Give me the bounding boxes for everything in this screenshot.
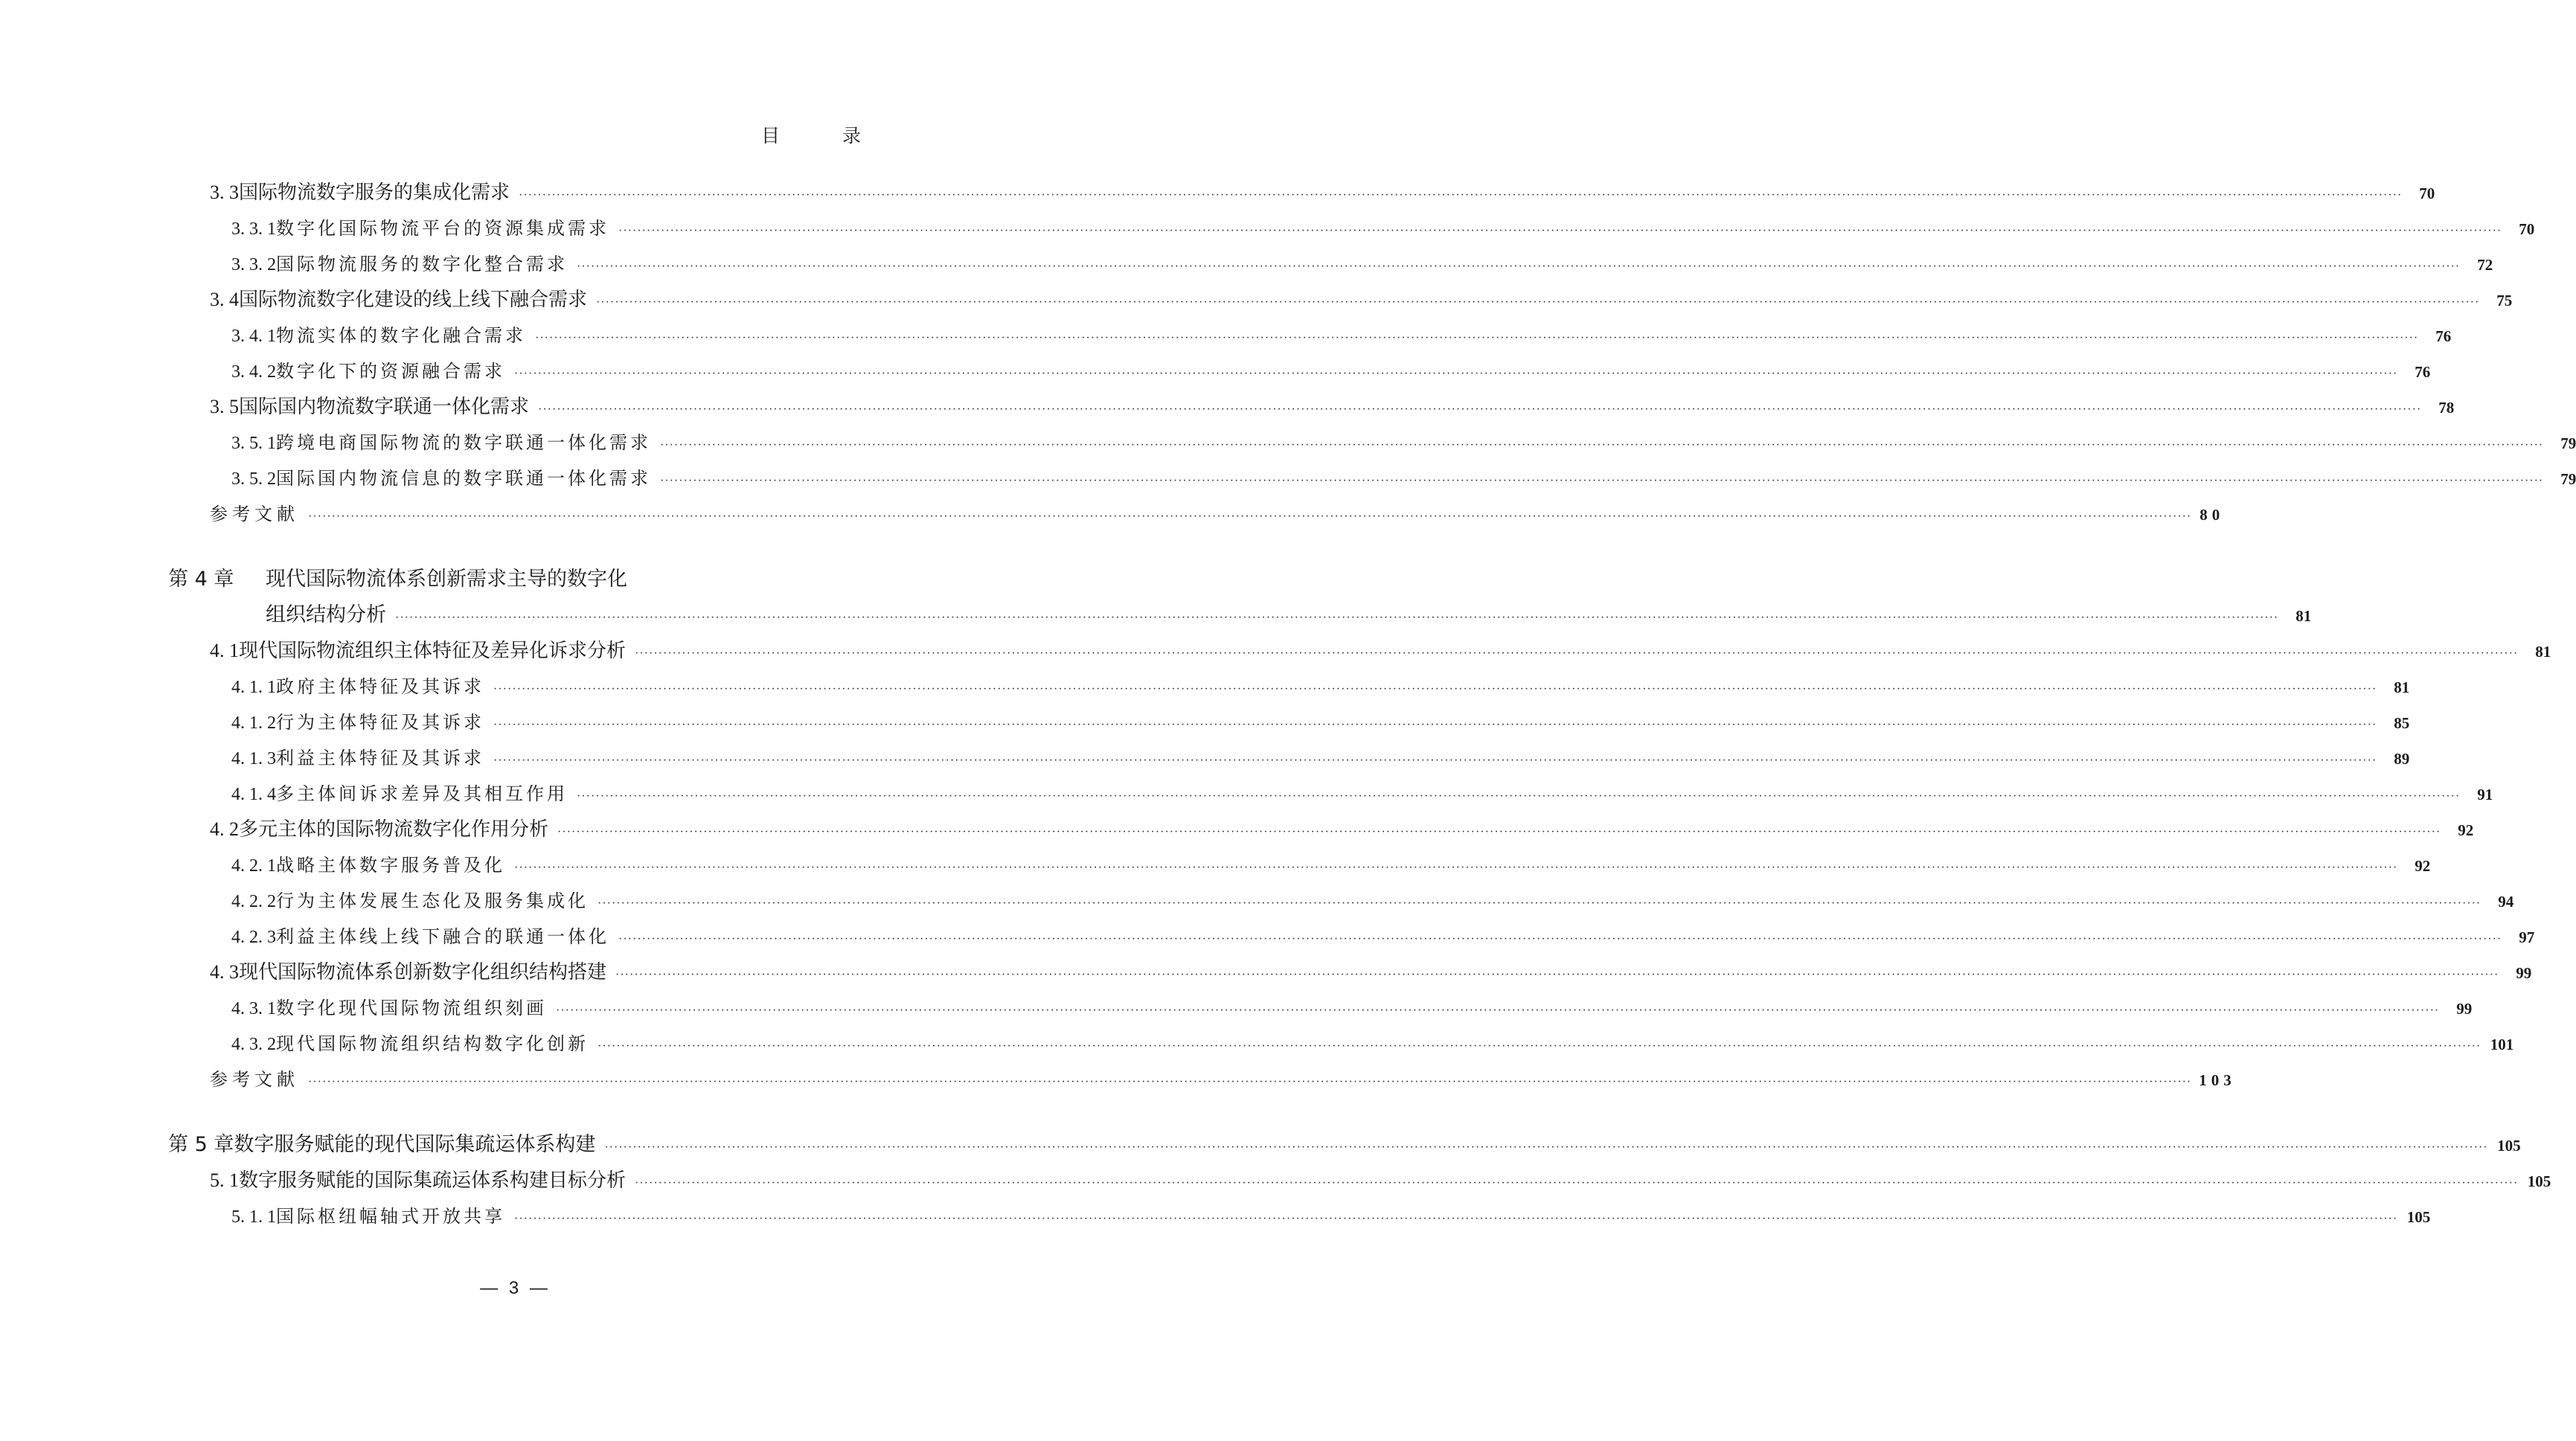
- toc-dot-leader: ················································································································································································································································································································································································································: [308, 510, 2192, 523]
- toc-chapter-title: 现代国际物流体系创新需求主导的数字化: [266, 568, 627, 591]
- toc-dot-leader: ················································································································································································································································································································································································································: [308, 1076, 2192, 1088]
- toc-entry-sec[interactable]: [210, 392, 2455, 422]
- toc-entry-sec[interactable]: [210, 1166, 2551, 1196]
- toc-page-number: 91: [2477, 786, 2493, 803]
- toc-dot-leader: ················································································································································································································································································································································································································: [557, 826, 2441, 838]
- toc-entry-number: 4. 3. 1: [231, 999, 276, 1018]
- toc-dot-leader: ················································································································································································································································································································································································································: [597, 897, 2482, 910]
- toc-entry-sub[interactable]: [231, 743, 2410, 773]
- toc-page-number: 105: [2527, 1172, 2551, 1190]
- toc-entry-number: 3. 3. 1: [231, 219, 276, 239]
- toc-entry-number: 4. 2. 2: [231, 892, 276, 911]
- toc-entry-number: 4. 1. 3: [231, 749, 276, 768]
- toc-page-number: 79: [2560, 434, 2576, 452]
- toc-page-number: 99: [2516, 964, 2532, 982]
- toc-page-number: 94: [2498, 893, 2514, 911]
- toc-entry-title: 多主体间诉求差异及其相互作用: [276, 783, 568, 804]
- toc-entry-chap[interactable]: [168, 1130, 2521, 1160]
- toc-dot-leader: ················································································································································································································································································································································································································: [615, 969, 2499, 981]
- toc-entry-title: 国际枢纽幅轴式开放共享: [276, 1206, 505, 1227]
- toc-page-number: 76: [2435, 327, 2452, 345]
- toc-entry-number: 5. 1. 1: [231, 1207, 276, 1227]
- toc-entry-sub[interactable]: [231, 779, 2493, 809]
- toc-dot-leader: ················································································································································································································································································································································································································: [493, 754, 2377, 767]
- toc-entry-title: 政府主体特征及其诉求: [276, 676, 484, 697]
- toc-entry-number: 3. 5: [210, 396, 239, 417]
- toc-entry-sub[interactable]: [231, 672, 2410, 702]
- toc-entry-title: 现代国际物流组织主体特征及差异化诉求分析: [239, 640, 627, 662]
- toc-page-number: 99: [2456, 1000, 2473, 1018]
- toc-entry-title: 利益主体线上线下融合的联通一体化: [276, 926, 609, 947]
- toc-entry-ref[interactable]: [210, 1065, 2236, 1094]
- toc-entry-sub[interactable]: [231, 1201, 2431, 1231]
- toc-entry-number: 4. 1. 2: [231, 713, 276, 733]
- toc-entry-number: 3. 3: [210, 182, 239, 203]
- toc-page-number: 92: [2458, 821, 2474, 839]
- toc-entry-number: 3. 4: [210, 289, 239, 310]
- toc-entry-number: 3. 4. 2: [231, 362, 276, 382]
- toc-entry-sub[interactable]: [231, 249, 2493, 279]
- toc-entry-number: 4. 1. 1: [231, 678, 276, 697]
- toc-entry-sub[interactable]: [231, 214, 2535, 243]
- toc-page-number: 101: [2490, 1036, 2514, 1053]
- toc-dot-leader: ················································································································································································································································································································································································································: [493, 719, 2377, 731]
- toc-page-number: 81: [2295, 607, 2312, 625]
- toc-entry-title: 参考文献: [210, 1069, 299, 1090]
- toc-entry-number: 4. 1. 4: [231, 785, 276, 804]
- toc-entry-title: 国际国内物流数字联通一体化需求: [239, 396, 530, 418]
- toc-entry-title: 数字服务赋能的现代国际集疏运体系构建: [234, 1133, 596, 1156]
- toc-entry-sec[interactable]: [210, 815, 2474, 844]
- toc-page-number: 75: [2496, 292, 2513, 309]
- toc-dot-leader: ················································································································································································································································································································································································································: [618, 933, 2502, 946]
- toc-dot-leader: ················································································································································································································································································································································································································: [395, 612, 2279, 624]
- toc-dot-leader: ················································································································································································································································································································································································································: [596, 296, 2480, 309]
- toc-entry-title: 数字化国际物流平台的资源集成需求: [276, 218, 609, 239]
- toc-entry-title: 战略主体数字服务普及化: [276, 855, 505, 876]
- toc-entry-title: 数字化下的资源融合需求: [276, 361, 505, 382]
- toc-page-number: 79: [2560, 470, 2576, 488]
- toc-entry-sub[interactable]: [231, 886, 2514, 916]
- toc-entry-title: 国际物流数字化建设的线上线下融合需求: [239, 289, 588, 311]
- running-header: 目 录: [761, 125, 889, 147]
- toc-page-number: 70: [2519, 220, 2535, 238]
- toc-page-number: 89: [2394, 750, 2410, 768]
- toc-dot-leader: ················································································································································································································································································································································································································: [493, 683, 2377, 696]
- toc-entry-title: 多元主体的国际物流数字化作用分析: [239, 818, 549, 841]
- toc-entry-sub[interactable]: [231, 463, 2576, 493]
- toc-page-number: 105: [2497, 1137, 2521, 1155]
- toc-entry-title: 国际物流服务的数字化整合需求: [276, 254, 568, 275]
- toc-dot-leader: ················································································································································································································································································································································································································: [635, 1177, 2519, 1190]
- toc-entry-sec[interactable]: [210, 957, 2532, 987]
- toc-entry-title: 行为主体发展生态化及服务集成化: [276, 890, 589, 911]
- toc-dot-leader: ················································································································································································································································································································································································································: [635, 647, 2519, 660]
- toc-entry-sub[interactable]: [231, 993, 2473, 1023]
- toc-dot-leader: ················································································································································································································································································································································································································: [660, 439, 2544, 452]
- toc-entry-chapcont[interactable]: [266, 600, 2312, 630]
- toc-page-number: 85: [2394, 714, 2410, 732]
- toc-page-number: 105: [2406, 1208, 2431, 1226]
- toc-chapter-number: 第 4 章: [168, 568, 234, 591]
- toc-entry-title: 现代国际物流体系创新数字化组织结构搭建: [239, 961, 607, 983]
- toc-entry-number: 3. 4. 1: [231, 327, 276, 346]
- toc-dot-leader: ················································································································································································································································································································································································································: [577, 260, 2461, 273]
- toc-page-number: 81: [2394, 678, 2410, 696]
- toc-entry-number: 4. 2. 1: [231, 856, 276, 876]
- toc-entry-number: 5. 1: [210, 1169, 239, 1191]
- toc-entry-sec[interactable]: [210, 285, 2513, 315]
- toc-entry-number: 4. 2: [210, 818, 239, 840]
- toc-entry-number: 4. 2. 3: [231, 928, 276, 947]
- toc-entry-title: 数字化现代国际物流组织刻画: [276, 998, 547, 1018]
- toc-entry-title: 国际国内物流信息的数字联通一体化需求: [276, 468, 651, 489]
- toc-dot-leader: ················································································································································································································································································································································································································: [660, 475, 2544, 487]
- toc-dot-leader: ················································································································································································································································································································································································································: [519, 189, 2403, 202]
- toc-entry-title: 行为主体特征及其诉求: [276, 712, 484, 733]
- toc-entry-sub[interactable]: [231, 1029, 2514, 1059]
- toc-entry-number: 第 5 章: [168, 1133, 234, 1156]
- toc-page-number: 76: [2415, 363, 2431, 381]
- toc-dot-leader: ················································································································································································································································································································································································································: [514, 1213, 2398, 1225]
- toc-entry-title: 数字服务赋能的国际集疏运体系构建目标分析: [239, 1169, 627, 1192]
- toc-entry-sub[interactable]: [231, 850, 2431, 880]
- toc-dot-leader: ················································································································································································································································································································································································································: [597, 1040, 2482, 1053]
- toc-entry-sub[interactable]: [231, 707, 2410, 737]
- toc-chapter-heading: [168, 565, 627, 594]
- toc-page-number: 72: [2477, 256, 2493, 274]
- toc-entry-sub[interactable]: [231, 428, 2576, 458]
- toc-entry-ref[interactable]: [210, 499, 2225, 529]
- toc-dot-leader: ················································································································································································································································································································································································································: [604, 1141, 2488, 1154]
- toc-entry-title: 现代国际物流组织结构数字化创新: [276, 1033, 589, 1054]
- toc-entry-title: 物流实体的数字化融合需求: [276, 325, 526, 346]
- toc-entry-sub[interactable]: [231, 356, 2431, 386]
- toc-entry-title: 利益主体特征及其诉求: [276, 748, 484, 768]
- toc-entry-number: 3. 3. 2: [231, 255, 276, 275]
- toc-dot-leader: ················································································································································································································································································································································································································: [535, 332, 2419, 344]
- toc-entry-sub[interactable]: [231, 321, 2452, 350]
- toc-page-number: 92: [2415, 857, 2431, 875]
- toc-dot-leader: ················································································································································································································································································································································································································: [577, 790, 2461, 803]
- toc-dot-leader: ················································································································································································································································································································································································································: [556, 1004, 2440, 1017]
- toc-entry-title: 跨境电商国际物流的数字联通一体化需求: [276, 432, 651, 453]
- toc-dot-leader: ················································································································································································································································································································································································································: [618, 225, 2502, 237]
- toc-entry-number: 4. 3. 2: [231, 1035, 276, 1054]
- toc-page-number: 103: [2199, 1071, 2236, 1089]
- page-number: — 3 —: [480, 1278, 551, 1298]
- toc-page-number: 70: [2419, 184, 2435, 202]
- toc-entry-number: 4. 1: [210, 640, 239, 661]
- toc-entry-title: 国际物流数字服务的集成化需求: [239, 182, 510, 204]
- toc-page-number: 97: [2519, 928, 2535, 946]
- toc-entry-sec[interactable]: [210, 636, 2551, 666]
- toc-dot-leader: ················································································································································································································································································································································································································: [514, 861, 2398, 874]
- toc-page-number: 81: [2535, 643, 2551, 661]
- toc-entry-title: 组织结构分析: [266, 603, 386, 626]
- toc-entry-sec[interactable]: [210, 178, 2435, 208]
- toc-entry-number: 3. 5. 1: [231, 434, 276, 453]
- toc-page-number: 78: [2438, 399, 2455, 417]
- toc-page-number: 80: [2199, 506, 2225, 524]
- toc-dot-leader: ················································································································································································································································································································································································································: [538, 403, 2422, 416]
- toc-entry-title: 参考文献: [210, 504, 299, 524]
- toc-entry-number: 3. 5. 2: [231, 469, 276, 489]
- toc-dot-leader: ················································································································································································································································································································································································································: [514, 368, 2398, 380]
- toc-entry-sub[interactable]: [231, 922, 2535, 951]
- toc-entry-number: 4. 3: [210, 961, 239, 983]
